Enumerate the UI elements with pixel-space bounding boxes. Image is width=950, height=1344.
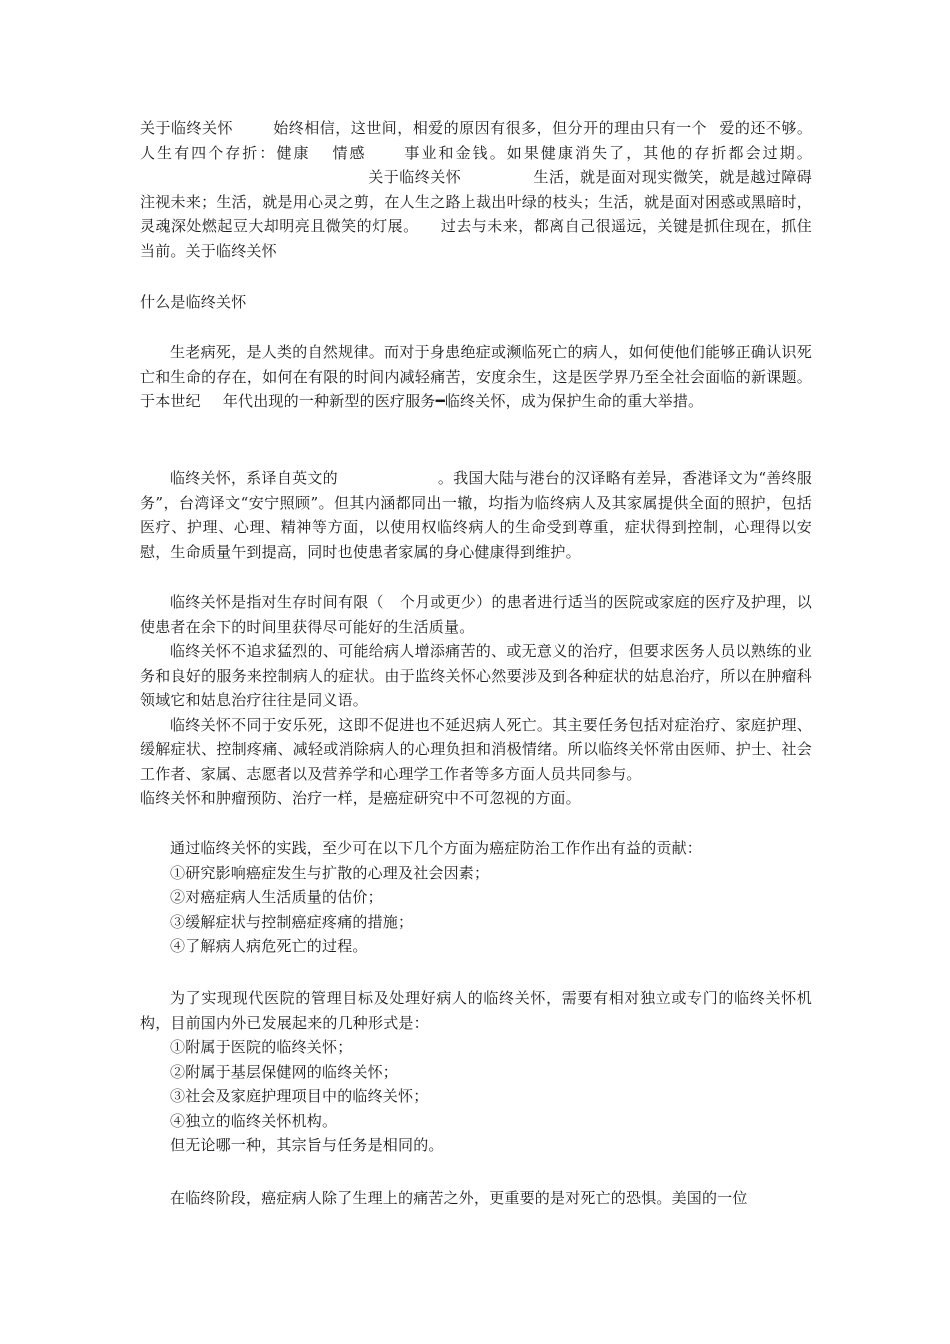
intro-text-3: 情感 <box>330 143 367 162</box>
paragraph-group-3 <box>140 590 812 811</box>
list-item: ④独立的临终关怀机构。 <box>170 1111 338 1130</box>
paragraph-3-part-b: 个月或更少）的患者进行适当的医院或家庭的医疗及护理，以使患者在余下的时间里获得尽可能好的生活质量。 <box>140 593 813 636</box>
contributions-section <box>140 836 812 959</box>
paragraph-3-part-a: 临终关怀是指对生存时间有限（ <box>170 593 384 611</box>
paragraph-1-part-a: 生老病死，是人类的自然规律。而对于身患绝症或濒临死亡的病人，如何使他们能够正确认识死亡和生命的存在，如何在有限的时间内减轻痛苦，安度余生，这是医学界乃至全社会面临的新课题。于本世纪 <box>140 343 812 410</box>
forms-lead: 为了实现现代医院的管理目标及处理好病人的临终关怀，需要有相对独立或专门的临终关怀机构，目前国内外已发展起来的几种形式是： <box>140 989 812 1032</box>
paragraph-1-part-b: 年代出现的一种新型的医疗服务━临终关怀，成为保护生命的重大举措。 <box>222 392 704 410</box>
list-item: ④了解病人病危死亡的过程。 <box>170 937 368 955</box>
intro-text-5: 生活，就是面对现实微笑，就是越过障碍注视未来；生活，就是用心灵之剪，在人生之路上裁出叶绿的枝头；生活，就是面对困惑或黑暗时，灵魂深处燃起豆大却明亮且微笑的灯展。 <box>140 168 812 235</box>
intro-title-repeat: 关于临终关怀 <box>368 168 462 186</box>
list-item: ③缓解症状与控制癌症疼痛的措施； <box>170 912 414 931</box>
paragraph-1 <box>140 340 812 414</box>
intro-text-1: 始终相信，这世间，相爱的原因有很多，但分开的理由只有一个 <box>272 119 708 137</box>
list-item: ③社会及家庭护理项目中的临终关怀； <box>170 1087 429 1105</box>
list-item: ①研究影响癌症发生与扩散的心理及社会因素； <box>170 863 490 882</box>
paragraph-6: 临终关怀和肿瘤预防、治疗一样，是癌症研究中不可忽视的方面。 <box>140 789 581 807</box>
paragraph-2 <box>140 466 812 564</box>
list-item: ②附属于基层保健网的临终关怀； <box>170 1062 399 1081</box>
intro-text-6: 过去与未来，都离自己很遥远，关键是抓住现在，抓住当前。关于临终关怀 <box>140 217 812 260</box>
section-heading <box>140 290 812 315</box>
paragraph-10-text: 在临终阶段，癌症病人除了生理上的痛苦之外，更重要的是对死亡的恐惧。美国的一位 <box>170 1189 748 1207</box>
list-item: ①附属于医院的临终关怀； <box>170 1038 353 1056</box>
paragraph-2-part-b: 。我国大陆与港台的汉译略有差异，香港译文为“善终服务”，台湾译文“安宁照顾”。但其内涵都同出一辙，均指为临终病人及其家属提供全面的照护，包括医疗、护理、心理、精神等方面，以使用权临终病人的生命受到尊重，症状得到控制，心理得以安慰，生命质量午到提高，同时也使患者家属的身心健康得到维护。 <box>140 469 813 561</box>
intro-paragraph <box>140 116 812 263</box>
intro-text-4: 事业和金钱。如果健康消失了，其他的存折都会过期。 <box>402 143 812 162</box>
heading-text: 什么是临终关怀 <box>140 293 247 311</box>
intro-text-2: 爱的还不够。人生有四个存折：健康 <box>140 119 813 162</box>
list-item: ②对癌症病人生活质量的估价； <box>170 888 383 906</box>
contributions-lead: 通过临终关怀的实践，至少可在以下几个方面为癌症防治工作作出有益的贡献： <box>170 839 703 857</box>
paragraph-4: 临终关怀不追求猛烈的、可能给病人增添痛苦的、或无意义的治疗，但要求医务人员以熟练的业务和良好的服务来控制病人的症状。由于监终关怀心然要涉及到各种症状的姑息治疗，所以在肿瘤科领域它和姑息治疗往往是同义语。 <box>140 642 812 709</box>
intro-title: 关于临终关怀 <box>140 119 233 137</box>
paragraph-5: 临终关怀不同于安乐死，这即不促进也不延迟病人死亡。其主要任务包括对症治疗、家庭护理、缓解症状、控制疼痛、减轻或消除病人的心理负担和消极情绪。所以临终关怀常由医师、护士、社会工作者、家属、志愿者以及营养学和心理学工作者等多方面人员共同参与。 <box>140 715 812 783</box>
paragraph-2-part-a: 临终关怀，系译自英文的 <box>170 469 338 487</box>
paragraph-10 <box>140 1186 812 1211</box>
forms-tail: 但无论哪一种，其宗旨与任务是相同的。 <box>170 1136 444 1154</box>
forms-section <box>140 986 812 1158</box>
